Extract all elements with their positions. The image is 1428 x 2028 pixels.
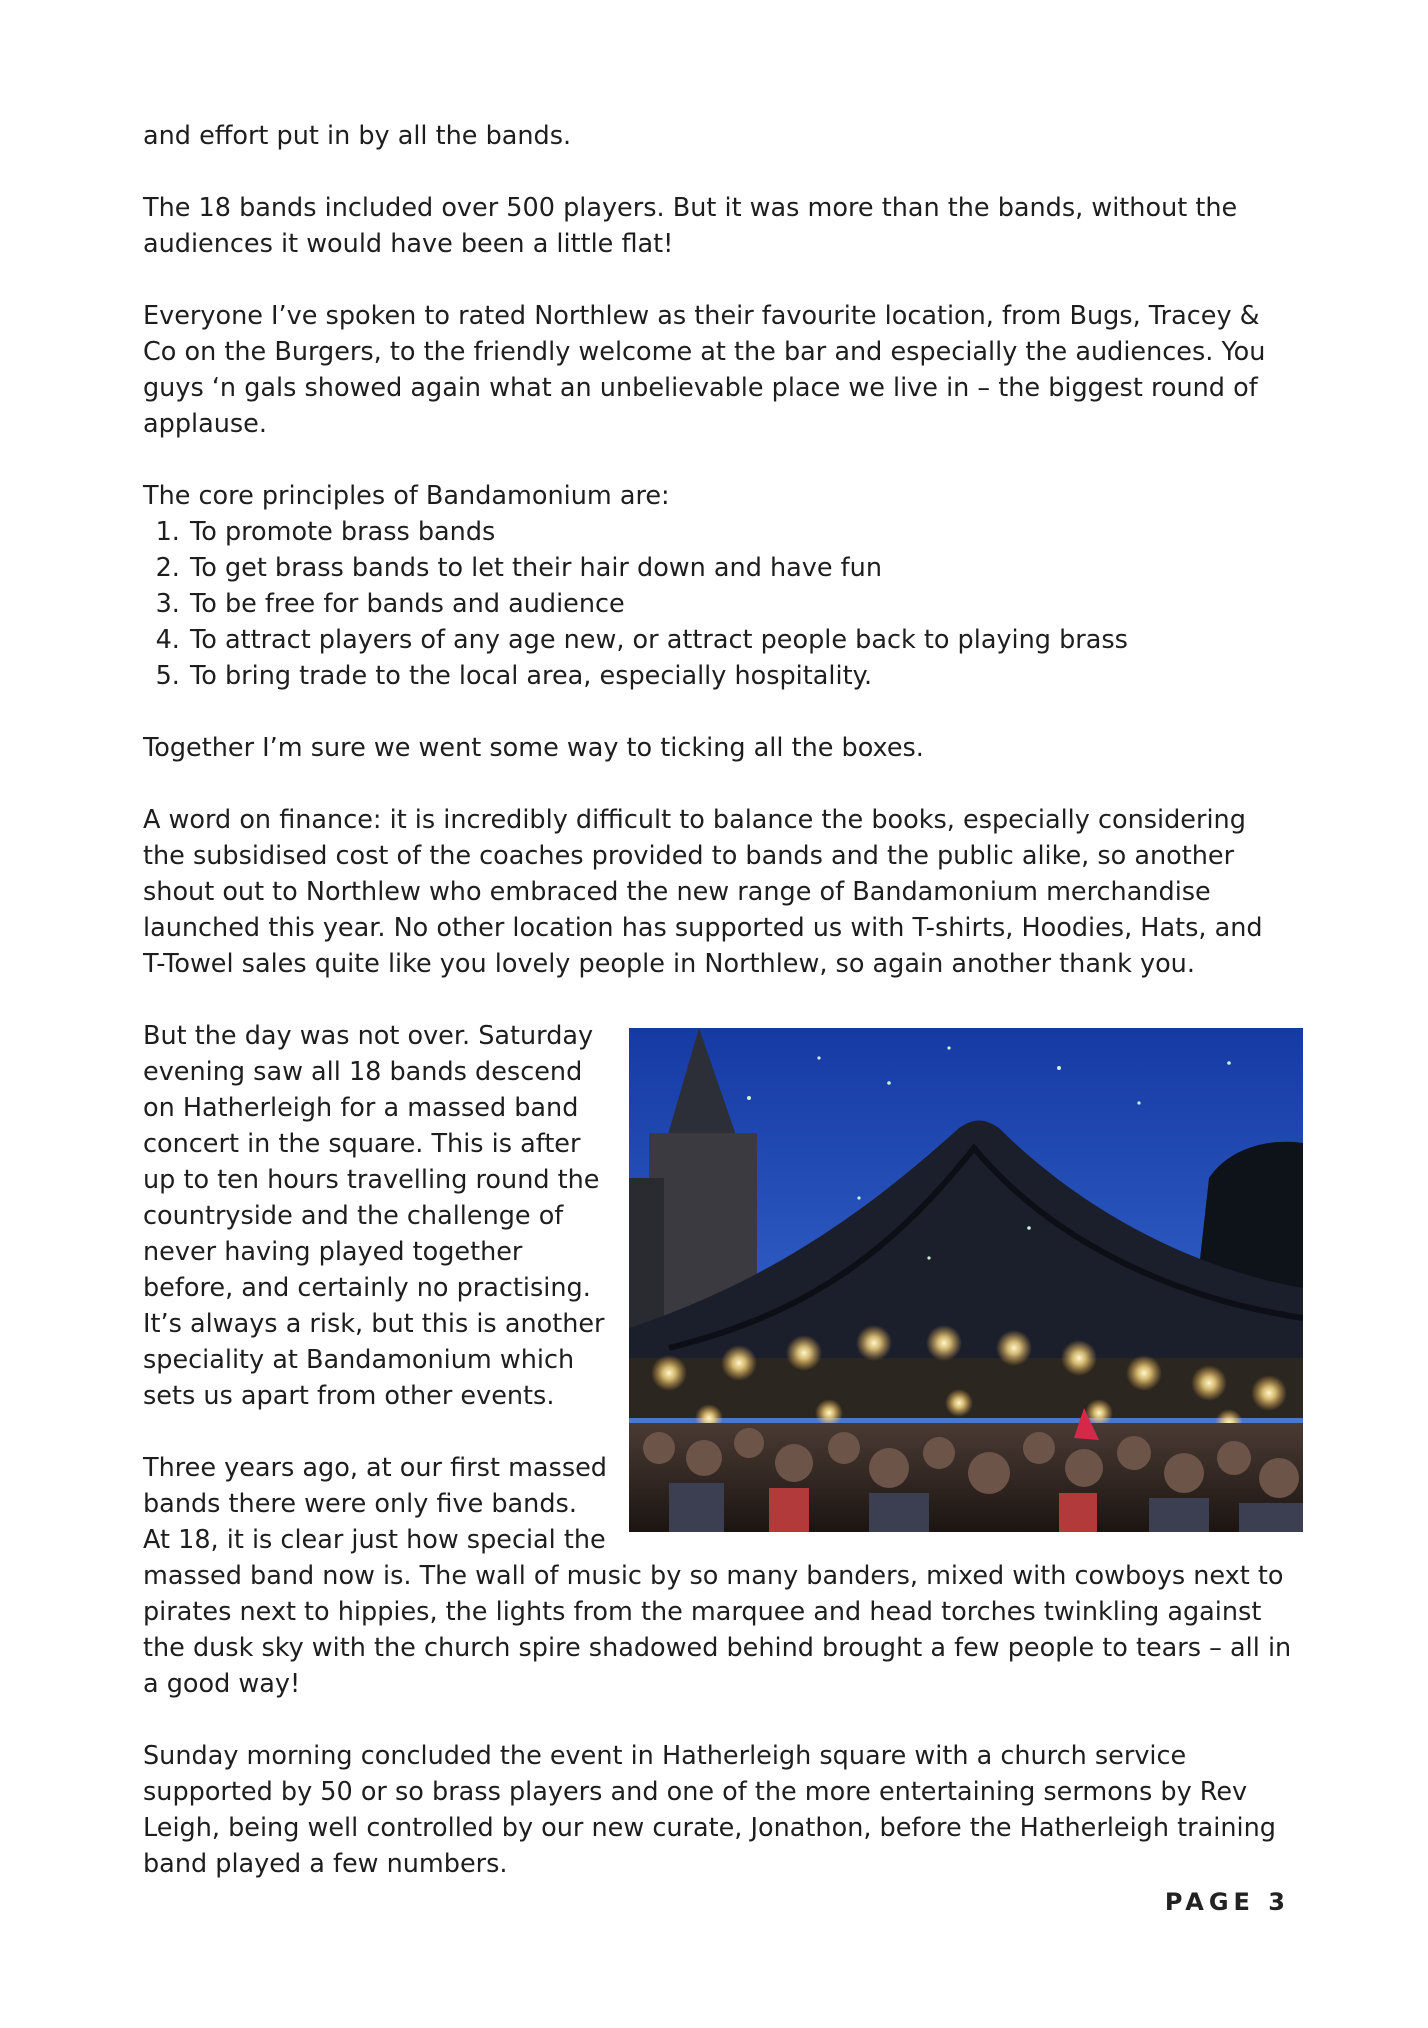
paragraph-massed-band-evening: But the day was not over. Saturday evening saw all 18 bands descend on Hatherleigh for a massed band concert in the square. This is after up to ten hours travelling round the countryside and the challenge of never having played together before, and certainly no practising. It’s always a risk, but this is another speciality at Bandamonium which sets us apart from other events. — [143, 1021, 605, 1411]
principle-item: 4. To attract players of any age new, or attract people back to playing brass — [188, 622, 1293, 658]
paragraph-northlew-thanks: Everyone I’ve spoken to rated Northlew as their favourite location, from Bugs, Tracey & Co on the Burgers, to the friendly welcome at the bar and especially the audiences. You guys ‘n gals showed again what an unbelievable place we live in – the biggest round of applause. — [143, 301, 1266, 439]
article-body — [143, 118, 1293, 1882]
massed-band-photo — [629, 1028, 1303, 1532]
paragraph-massed-band-growth: Three years ago, at our first massed bands there were only five bands. At 18, it is clear just how special the massed band now is. The wall of music by so many banders, mixed with cowboys next to pirates next to hippies, the lights from the marquee and head torches twinkling against the dusk sky with the church spire shadowed behind brought a few people to tears – all in a good way! — [143, 1453, 1292, 1699]
principle-item: 5. To bring trade to the local area, especially hospitality. — [188, 658, 1293, 694]
paragraph-bands-count: The 18 bands included over 500 players. But it was more than the bands, without the audiences it would have been a little flat! — [143, 193, 1238, 259]
principle-item: 2. To get brass bands to let their hair down and have fun — [188, 550, 1293, 586]
paragraph-intro-continuation: and effort put in by all the bands. — [143, 121, 572, 151]
principle-item: 1. To promote brass bands — [188, 514, 1293, 550]
principles-list — [143, 514, 1293, 694]
marquee-night-concert-image — [629, 1028, 1303, 1532]
paragraph-principles-intro: The core principles of Bandamonium are: — [143, 481, 670, 511]
paragraph-finance: A word on finance: it is incredibly difficult to balance the books, especially considering the subsidised cost of the coaches provided to bands and the public alike, so another shout out to Northlew who embraced the new range of Bandamonium merchandise launched this year. No other location has supported us with T-shirts, Hoodies, Hats, and T-Towel sales quite like you lovely people in Northlew, so again another thank you. — [143, 805, 1263, 979]
paragraph-ticking-boxes: Together I’m sure we went some way to ticking all the boxes. — [143, 733, 924, 763]
page-number: PAGE 3 — [1164, 1888, 1290, 1916]
principle-item: 3. To be free for bands and audience — [188, 586, 1293, 622]
paragraph-sunday-service: Sunday morning concluded the event in Hatherleigh square with a church service supported by 50 or so brass players and one of the more entertaining sermons by Rev Leigh, being well controlled by our new curate, Jonathon, before the Hatherleigh training band played a few numbers. — [143, 1741, 1276, 1879]
